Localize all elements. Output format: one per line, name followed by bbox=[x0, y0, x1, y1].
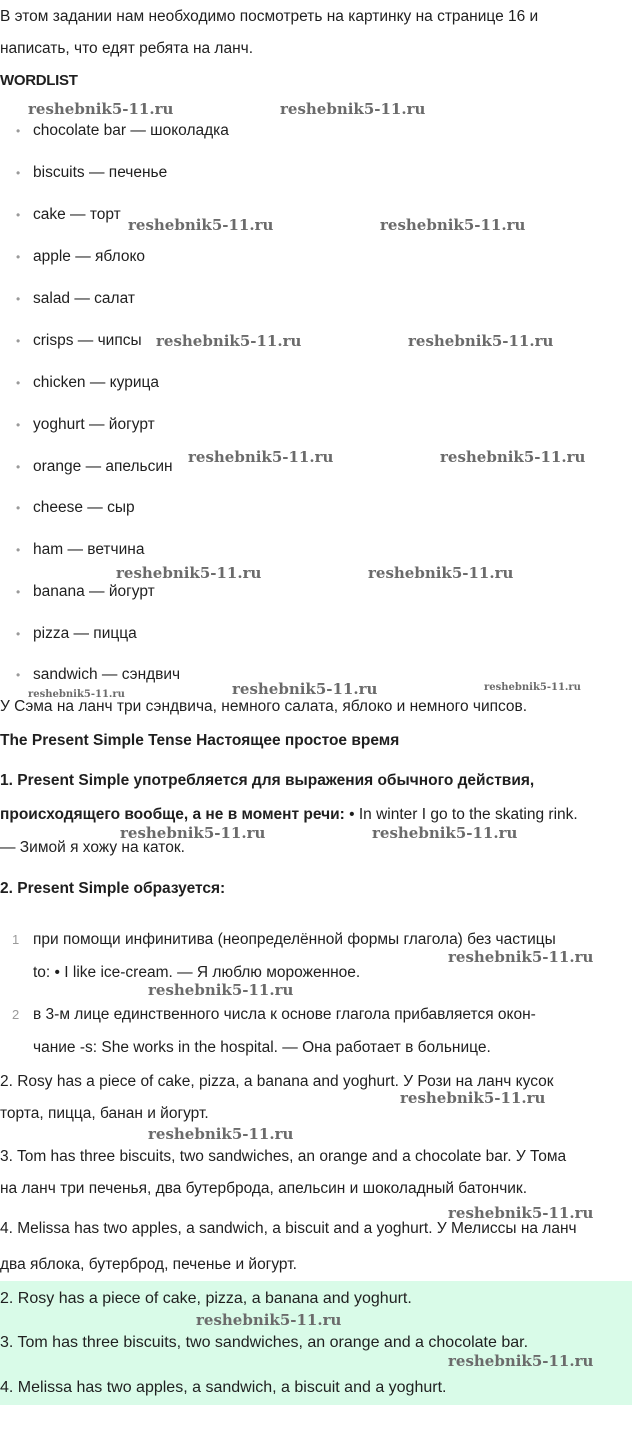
watermark: reshebnik5-11.ru bbox=[372, 824, 518, 842]
watermark: reshebnik5-11.ru bbox=[448, 1352, 594, 1370]
watermark: reshebnik5-11.ru bbox=[380, 216, 526, 234]
watermark: reshebnik5-11.ru bbox=[232, 680, 378, 698]
watermark: reshebnik5-11.ru bbox=[28, 689, 125, 700]
list-item: • sandwich — сэндвич bbox=[16, 666, 181, 683]
highlight-line-2: 3. Tom has three biscuits, two sandwiches, an orange and a chocolate bar. bbox=[0, 1334, 529, 1351]
wordlist-title: WORDLIST bbox=[0, 72, 78, 89]
rule1-line-3: — Зимой я хожу на каток. bbox=[0, 839, 185, 856]
numbered-item: 2 в 3-м лице единственного числа к основе глагола прибавляется окон- bbox=[12, 1006, 536, 1023]
list-item: • salad — салат bbox=[16, 290, 135, 307]
watermark: reshebnik5-11.ru bbox=[148, 1125, 294, 1143]
list-item: • apple — яблоко bbox=[16, 248, 146, 265]
watermark: reshebnik5-11.ru bbox=[156, 332, 302, 350]
rule1-line-1: 1. Present Simple употребляется для выражения обычного действия, bbox=[0, 772, 535, 789]
numbered-item-cont: чание -s: She works in the hospital. — Она работает в больнице. bbox=[33, 1039, 491, 1056]
watermark: reshebnik5-11.ru bbox=[116, 564, 262, 582]
sam-sentence: У Сэма на ланч три сэндвича, немного салата, яблоко и немного чипсов. bbox=[0, 698, 528, 715]
watermark: reshebnik5-11.ru bbox=[280, 100, 426, 118]
answer-4-line-2: два яблока, бутерброд, печенье и йогурт. bbox=[0, 1256, 297, 1273]
list-item: • chocolate bar — шоколадка bbox=[16, 122, 229, 139]
rule1-line-2: происходящего вообще, а не в момент речи: • In winter I go to the skating rink. bbox=[0, 806, 578, 823]
list-item: • cheese — сыр bbox=[16, 499, 135, 516]
watermark: reshebnik5-11.ru bbox=[188, 448, 334, 466]
watermark: reshebnik5-11.ru bbox=[448, 948, 594, 966]
watermark: reshebnik5-11.ru bbox=[440, 448, 586, 466]
list-item: • yoghurt — йогурт bbox=[16, 416, 155, 433]
watermark: reshebnik5-11.ru bbox=[128, 216, 274, 234]
watermark: reshebnik5-11.ru bbox=[400, 1089, 546, 1107]
watermark: reshebnik5-11.ru bbox=[448, 1204, 594, 1222]
watermark: reshebnik5-11.ru bbox=[196, 1311, 342, 1329]
grammar-title: The Present Simple Tense Настоящее простое время bbox=[0, 732, 400, 749]
watermark: reshebnik5-11.ru bbox=[120, 824, 266, 842]
highlight-line-3: 4. Melissa has two apples, a sandwich, a biscuit and a yoghurt. bbox=[0, 1379, 447, 1396]
numbered-item-cont: to: • I like ice-cream. — Я люблю мороженное. bbox=[33, 964, 361, 981]
answer-4-line-1: 4. Melissa has two apples, a sandwich, a biscuit and a yoghurt. У Мелиссы на ланч bbox=[0, 1220, 577, 1237]
list-item: • pizza — пицца bbox=[16, 625, 137, 642]
list-item: • ham — ветчина bbox=[16, 541, 145, 558]
answer-2-line-2: торта, пицца, банан и йогурт. bbox=[0, 1105, 209, 1122]
intro-line-1: В этом задании нам необходимо посмотреть на картинку на странице 16 и bbox=[0, 8, 539, 25]
list-item: • crisps — чипсы bbox=[16, 332, 142, 349]
list-item: • chicken — курица bbox=[16, 374, 159, 391]
list-item: • orange — апельсин bbox=[16, 458, 173, 475]
answer-2-line-1: 2. Rosy has a piece of cake, pizza, a banana and yoghurt. У Рози на ланч кусок bbox=[0, 1073, 554, 1090]
watermark: reshebnik5-11.ru bbox=[484, 682, 581, 693]
numbered-item: 1 при помощи инфинитива (неопределённой формы глагола) без частицы bbox=[12, 931, 556, 948]
rule2-title: 2. Present Simple образуется: bbox=[0, 880, 226, 897]
answer-3-line-1: 3. Tom has three biscuits, two sandwiches, an orange and a chocolate bar. У Тома bbox=[0, 1148, 567, 1165]
watermark: reshebnik5-11.ru bbox=[408, 332, 554, 350]
watermark: reshebnik5-11.ru bbox=[368, 564, 514, 582]
watermark: reshebnik5-11.ru bbox=[148, 981, 294, 999]
list-item: • biscuits — печенье bbox=[16, 164, 168, 181]
answer-3-line-2: на ланч три печенья, два бутерброда, апельсин и шоколадный батончик. bbox=[0, 1180, 528, 1197]
list-item: • banana — йогурт bbox=[16, 583, 155, 600]
intro-line-2: написать, что едят ребята на ланч. bbox=[0, 40, 254, 57]
list-item: • cake — торт bbox=[16, 206, 121, 223]
watermark: reshebnik5-11.ru bbox=[28, 100, 174, 118]
highlight-line-1: 2. Rosy has a piece of cake, pizza, a banana and yoghurt. bbox=[0, 1290, 412, 1307]
